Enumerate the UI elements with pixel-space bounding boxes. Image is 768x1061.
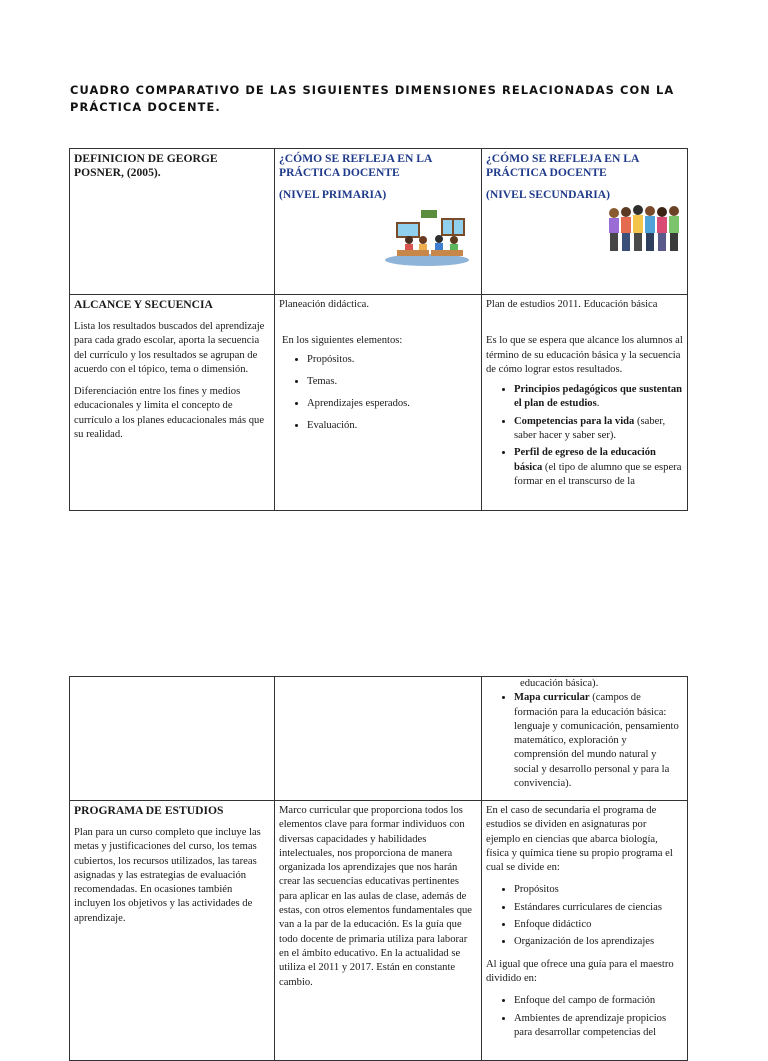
list-item: • Propósitos <box>514 883 683 897</box>
classroom-illustration-icon <box>279 206 475 268</box>
programa-primaria-cell <box>275 801 482 1061</box>
continued-empty-cell-2 <box>275 677 482 801</box>
header-cell-primaria <box>275 149 482 295</box>
header-primaria-level: (NIVEL PRIMARIA) <box>279 188 387 201</box>
alcance-secundaria-list <box>486 383 683 489</box>
programa-secundaria-list <box>486 883 683 949</box>
item-bold: Principios pedagógicos que sustentan el plan de estudios <box>514 384 683 410</box>
item-bold: Competencias para la vida <box>514 415 635 427</box>
header-definition: DEFINICION DE GEORGE POSNER, (2005). <box>74 152 218 179</box>
alcance-heading: ALCANCE Y SECUENCIA <box>74 298 213 311</box>
list-item: • Propósitos. <box>307 353 477 367</box>
programa-secundaria-list-2 <box>486 994 683 1040</box>
alcance-def-paragraph-1: Lista los resultados buscados del aprendizaje para cada grado escolar, aporta la secuencia del currículo y los resultados se agrupan de acuerdo con el tópico, tema o dimensión. <box>74 321 265 375</box>
alcance-secundaria-paragraph-1: Plan de estudios 2011. Educación básica <box>486 299 658 310</box>
header-secundaria-level: (NIVEL SECUNDARIA) <box>486 188 611 201</box>
header-cell-definition <box>70 149 275 295</box>
continued-row <box>70 677 688 801</box>
programa-def-paragraph: Plan para un curso completo que incluye las metas y justificaciones del curso, los temas cubiertos, los recursos utilizados, las tareas asignadas y las estrategias de evaluación recomendadas. En ocasiones también incluyen los objetivos y las actividades de aprendizaje. <box>74 827 261 924</box>
programa-secundaria-paragraph-2: Al igual que ofrece una guía para el maestro dividido en: <box>486 958 674 984</box>
continued-list <box>486 691 683 791</box>
list-item: • Organización de los aprendizajes <box>514 935 683 949</box>
header-cell-secundaria <box>482 149 688 295</box>
header-secundaria-question: ¿CÓMO SE REFLEJA EN LA PRÁCTICA DOCENTE <box>486 152 639 179</box>
alcance-definition-cell <box>70 295 275 511</box>
list-item: • Temas. <box>307 375 477 389</box>
programa-secundaria-cell <box>482 801 688 1061</box>
item-bold: Mapa curricular <box>514 692 590 704</box>
list-item: • Ambientes de aprendizaje propicios para desarrollar competencias del <box>514 1012 683 1041</box>
list-item <box>514 691 683 791</box>
list-item: • Enfoque didáctico <box>514 918 683 932</box>
programa-secundaria-paragraph-1: En el caso de secundaria el programa de estudios se dividen en asignaturas por ejemplo en ciencias que abarca biología, física y química tiene su propio programa el cual se divide en: <box>486 805 673 874</box>
alcance-primaria-paragraph-2: En los siguientes elementos: <box>282 335 403 347</box>
continued-secundaria-cell <box>482 677 688 801</box>
comparison-table-part2 <box>69 676 688 1061</box>
continued-text: educación básica). <box>520 678 599 689</box>
continued-empty-cell-1 <box>70 677 275 801</box>
programa-row <box>70 801 688 1061</box>
list-item <box>514 415 683 444</box>
list-item: • Estándares curriculares de ciencias <box>514 901 683 915</box>
item-rest: (saber, saber hacer y saber ser). <box>514 415 666 442</box>
programa-definition-cell <box>70 801 275 1061</box>
alcance-secundaria-cell <box>482 295 688 511</box>
alcance-row <box>70 295 688 511</box>
list-item <box>514 383 683 412</box>
item-rest: (el tipo de alumno que se espera formar en el transcurso de la <box>514 461 682 487</box>
students-group-illustration-icon <box>486 202 682 264</box>
list-item: • Enfoque del campo de formación <box>514 994 683 1008</box>
alcance-primaria-paragraph-1: Planeación didáctica. <box>279 299 370 310</box>
item-bold: Perfil de egreso de la educación básica <box>514 447 656 473</box>
list-item <box>514 446 683 489</box>
alcance-primaria-list <box>279 353 477 434</box>
alcance-primaria-cell <box>275 295 482 511</box>
alcance-secundaria-paragraph-2: Es lo que se espera que alcance los alumnos al término de su educación básica y la secuencia de cómo lograr estos resultados. <box>486 335 683 375</box>
programa-heading: PROGRAMA DE ESTUDIOS <box>74 804 224 817</box>
item-rest: (campos de formación para la educación básica: lenguaje y comunicación, pensamiento matemático, exploración y comprensión del mundo natural y social y desarrollo personal y para la convivencia). <box>514 692 679 790</box>
header-row <box>70 149 688 295</box>
header-primaria-question: ¿CÓMO SE REFLEJA EN LA PRÁCTICA DOCENTE <box>279 152 432 179</box>
comparison-table-part1 <box>69 148 688 511</box>
programa-primaria-paragraph: Marco curricular que proporciona todos los elementos clave para formar individuos con diversas capacidades y habilidades intelectuales, nos proporciona de manera organizada los aprendizajes que nos harán crear las secuencias educativas pertinentes para aplicar en las aulas de clase, además de estas, con otros elementos fundamentales que van a la par de la educación. Es la guía que todo docente de primaria utiliza para laborar en el ámbito educativo. En la actualidad se utiliza el 2011 y 2017. Están en constante cambio. <box>279 805 472 988</box>
alcance-def-paragraph-2: Diferenciación entre los fines y medios educacionales y limita el concepto de currículo a los planes educacionales más que su realidad. <box>74 386 265 441</box>
list-item: • Evaluación. <box>307 419 477 433</box>
document-title: CUADRO COMPARATIVO DE LAS SIGUIENTES DIMENSIONES RELACIONADAS CON LA PRÁCTICA DOCENTE. <box>70 83 675 114</box>
list-item: • Aprendizajes esperados. <box>307 397 477 411</box>
item-rest: . <box>596 398 600 410</box>
